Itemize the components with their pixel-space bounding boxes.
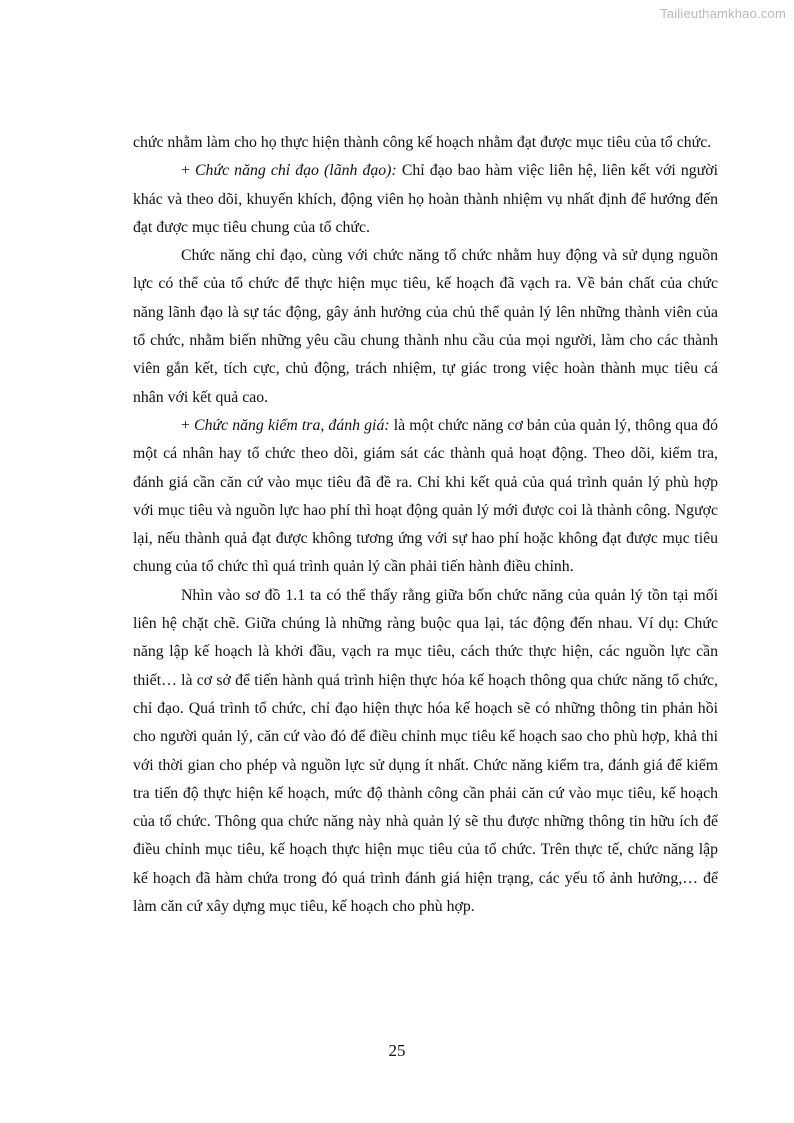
paragraph-leadership-function	[133, 157, 718, 242]
paragraph-evaluation-function	[133, 412, 718, 582]
term-leadership-function: Chức năng chỉ đạo (lãnh đạo):	[195, 162, 397, 180]
paragraph-leadership-explanation: Chức năng chỉ đạo, cùng với chức năng tổ chức nhằm huy động và sử dụng nguồn lực có thể của tổ chức để thực hiện mục tiêu, kế hoạch đã vạch ra. Về bản chất của chức năng lãnh đạo là sự tác động, gây ảnh hưởng của chủ thể quản lý lên những thành viên của tổ chức, nhằm biến những yêu cầu chung thành nhu cầu của mọi người, làm cho các thành viên gắn kết, tích cực, chủ động, trách nhiệm, tự giác trong việc hoàn thành mục tiêu cá nhân với kết quả cao.	[133, 247, 718, 406]
paragraph-text: là một chức năng cơ bản của quản lý, thông qua đó một cá nhân hay tổ chức theo dõi, giám sát các thành quả hoạt động. Theo dõi, kiểm tra, đánh giá cần căn cứ vào mục tiêu đã đề ra. Chỉ khi kết quả của quá trình quản lý phù hợp với mục tiêu và nguồn lực hao phí thì hoạt động quản lý mới được coi là thành công. Ngược lại, nếu thành quả đạt được không tương ứng với sự hao phí hoặc không đạt được mục tiêu chung của tổ chức thì quá trình quản lý cần phải tiến hành điều chỉnh.	[133, 416, 718, 576]
watermark: Tailieuthamkhao.com	[660, 6, 786, 21]
term-evaluation-function: Chức năng kiểm tra, đánh giá:	[194, 416, 390, 434]
page-number: 25	[388, 1041, 406, 1060]
paragraph-continuation: chức nhằm làm cho họ thực hiện thành công kế hoạch nhằm đạt được mục tiêu của tổ chức.	[133, 134, 712, 151]
bullet-prefix: +	[181, 162, 196, 180]
paragraph-text: Chỉ đạo bao hàm việc liên hệ, liên kết với người khác và theo dõi, khuyến khích, động viên họ hoàn thành nhiệm vụ nhất định để hướng đến đạt được mục tiêu chung của tổ chức.	[133, 162, 719, 236]
bullet-prefix: +	[181, 416, 195, 434]
body-text	[133, 129, 718, 921]
paragraph-diagram-discussion: Nhìn vào sơ đồ 1.1 ta có thể thấy rằng giữa bốn chức năng của quản lý tồn tại mối liên hệ chặt chẽ. Giữa chúng là những ràng buộc qua lại, tác động đến nhau. Ví dụ: Chức năng lập kế hoạch là khởi đầu, vạch ra mục tiêu, cách thức thực hiện, các nguồn lực cần thiết… là cơ sở để tiến hành quá trình hiện thực hóa kế hoạch thông qua chức năng tổ chức, chỉ đạo. Quá trình tổ chức, chỉ đạo hiện thực hóa kế hoạch sẽ có những thông tin phản hồi cho người quản lý, căn cứ vào đó để điều chỉnh mục tiêu kế hoạch sao cho phù hợp, khả thi với thời gian cho phép và nguồn lực sử dụng ít nhất. Chức năng kiểm tra, đánh giá để kiểm tra tiến độ thực hiện kế hoạch, mức độ thành công cần phải căn cứ vào mục tiêu, kế hoạch của tổ chức. Thông qua chức năng này nhà quản lý sẽ thu được những thông tin hữu ích để điều chỉnh mục tiêu, kế hoạch thực hiện mục tiêu của tổ chức. Trên thực tế, chức năng lập kế hoạch đã hàm chứa trong đó quá trình đánh giá hiện trạng, các yếu tố ảnh hưởng,… để làm căn cứ xây dựng mục tiêu, kế hoạch cho phù hợp.	[133, 586, 718, 916]
